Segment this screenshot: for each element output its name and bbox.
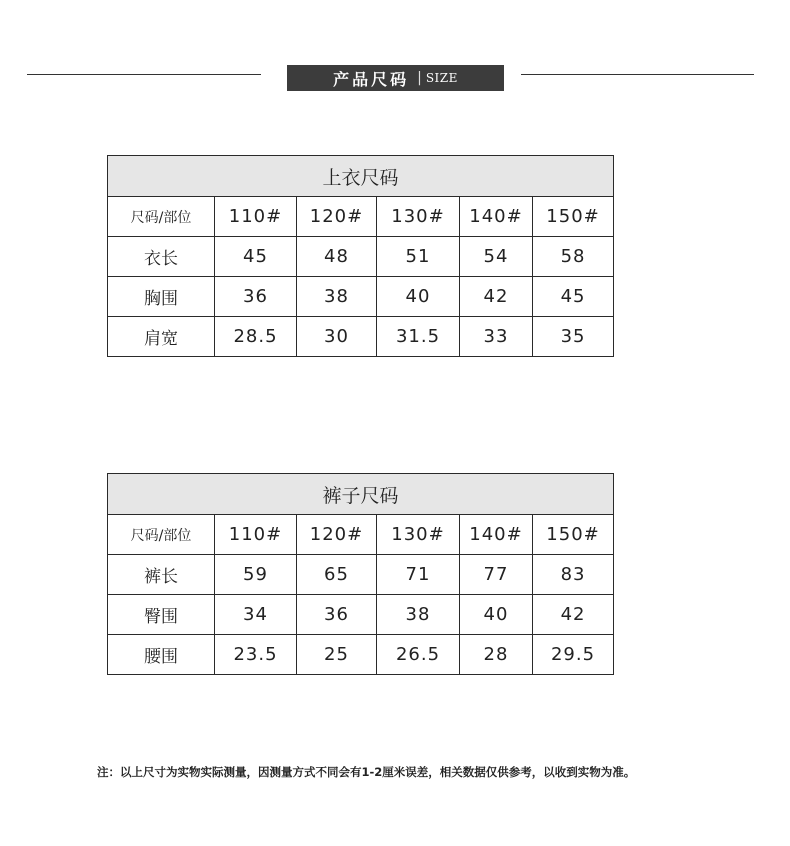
header-rule-left: [27, 74, 261, 75]
header-rule-right: [521, 74, 754, 75]
table-row: [108, 277, 614, 317]
table-cell: 26.5: [377, 635, 460, 675]
table-cell: 48: [297, 237, 377, 277]
table-cell: 36: [297, 595, 377, 635]
corner-cell: 尺码/部位: [108, 197, 215, 237]
table-cell: 42: [460, 277, 533, 317]
row-label: 裤长: [108, 555, 215, 595]
row-label: 腰围: [108, 635, 215, 675]
size-header: 130#: [377, 515, 460, 555]
table-cell: 77: [460, 555, 533, 595]
table-cell: 58: [533, 237, 614, 277]
table-cell: 38: [297, 277, 377, 317]
banner-separator: |: [417, 70, 422, 86]
table-cell: 25: [297, 635, 377, 675]
size-header: 120#: [297, 515, 377, 555]
table-cell: 35: [533, 317, 614, 357]
table-cell: 28: [460, 635, 533, 675]
row-label: 胸围: [108, 277, 215, 317]
table-header-row: [108, 515, 614, 555]
table-cell: 45: [533, 277, 614, 317]
table-cell: 59: [215, 555, 297, 595]
size-header: 150#: [533, 515, 614, 555]
table-cell: 33: [460, 317, 533, 357]
size-header: 130#: [377, 197, 460, 237]
measurement-note: 注：以上尺寸为实物实际测量，因测量方式不同会有1-2厘米误差，相关数据仅供参考，以收到实物为准。: [97, 765, 636, 779]
table-cell: 38: [377, 595, 460, 635]
table-row: [108, 595, 614, 635]
table-row: [108, 635, 614, 675]
top-size-table: [107, 155, 614, 357]
table-cell: 36: [215, 277, 297, 317]
pants-size-table: [107, 473, 614, 675]
table-cell: 30: [297, 317, 377, 357]
table-cell: 54: [460, 237, 533, 277]
table-cell: 51: [377, 237, 460, 277]
table-row: [108, 317, 614, 357]
table-cell: 42: [533, 595, 614, 635]
table-row: [108, 555, 614, 595]
size-header: 110#: [215, 515, 297, 555]
table-cell: 29.5: [533, 635, 614, 675]
row-label: 衣长: [108, 237, 215, 277]
banner-title-en: SIZE: [425, 71, 458, 85]
size-header: 150#: [533, 197, 614, 237]
table-cell: 31.5: [377, 317, 460, 357]
pants-table-title: 裤子尺码: [108, 474, 614, 515]
table-cell: 65: [297, 555, 377, 595]
table-row: [108, 237, 614, 277]
table-cell: 23.5: [215, 635, 297, 675]
banner-title-cn: 产品尺码: [333, 69, 410, 89]
table-header-row: [108, 197, 614, 237]
table-cell: 28.5: [215, 317, 297, 357]
table-cell: 83: [533, 555, 614, 595]
row-label: 肩宽: [108, 317, 215, 357]
size-header: 120#: [297, 197, 377, 237]
row-label: 臀围: [108, 595, 215, 635]
table-cell: 40: [377, 277, 460, 317]
table-cell: 40: [460, 595, 533, 635]
table-cell: 34: [215, 595, 297, 635]
top-table-title: 上衣尺码: [108, 156, 614, 197]
size-header: 140#: [460, 515, 533, 555]
table-cell: 45: [215, 237, 297, 277]
size-header: 140#: [460, 197, 533, 237]
size-header: 110#: [215, 197, 297, 237]
size-banner: [287, 65, 504, 91]
table-cell: 71: [377, 555, 460, 595]
corner-cell: 尺码/部位: [108, 515, 215, 555]
